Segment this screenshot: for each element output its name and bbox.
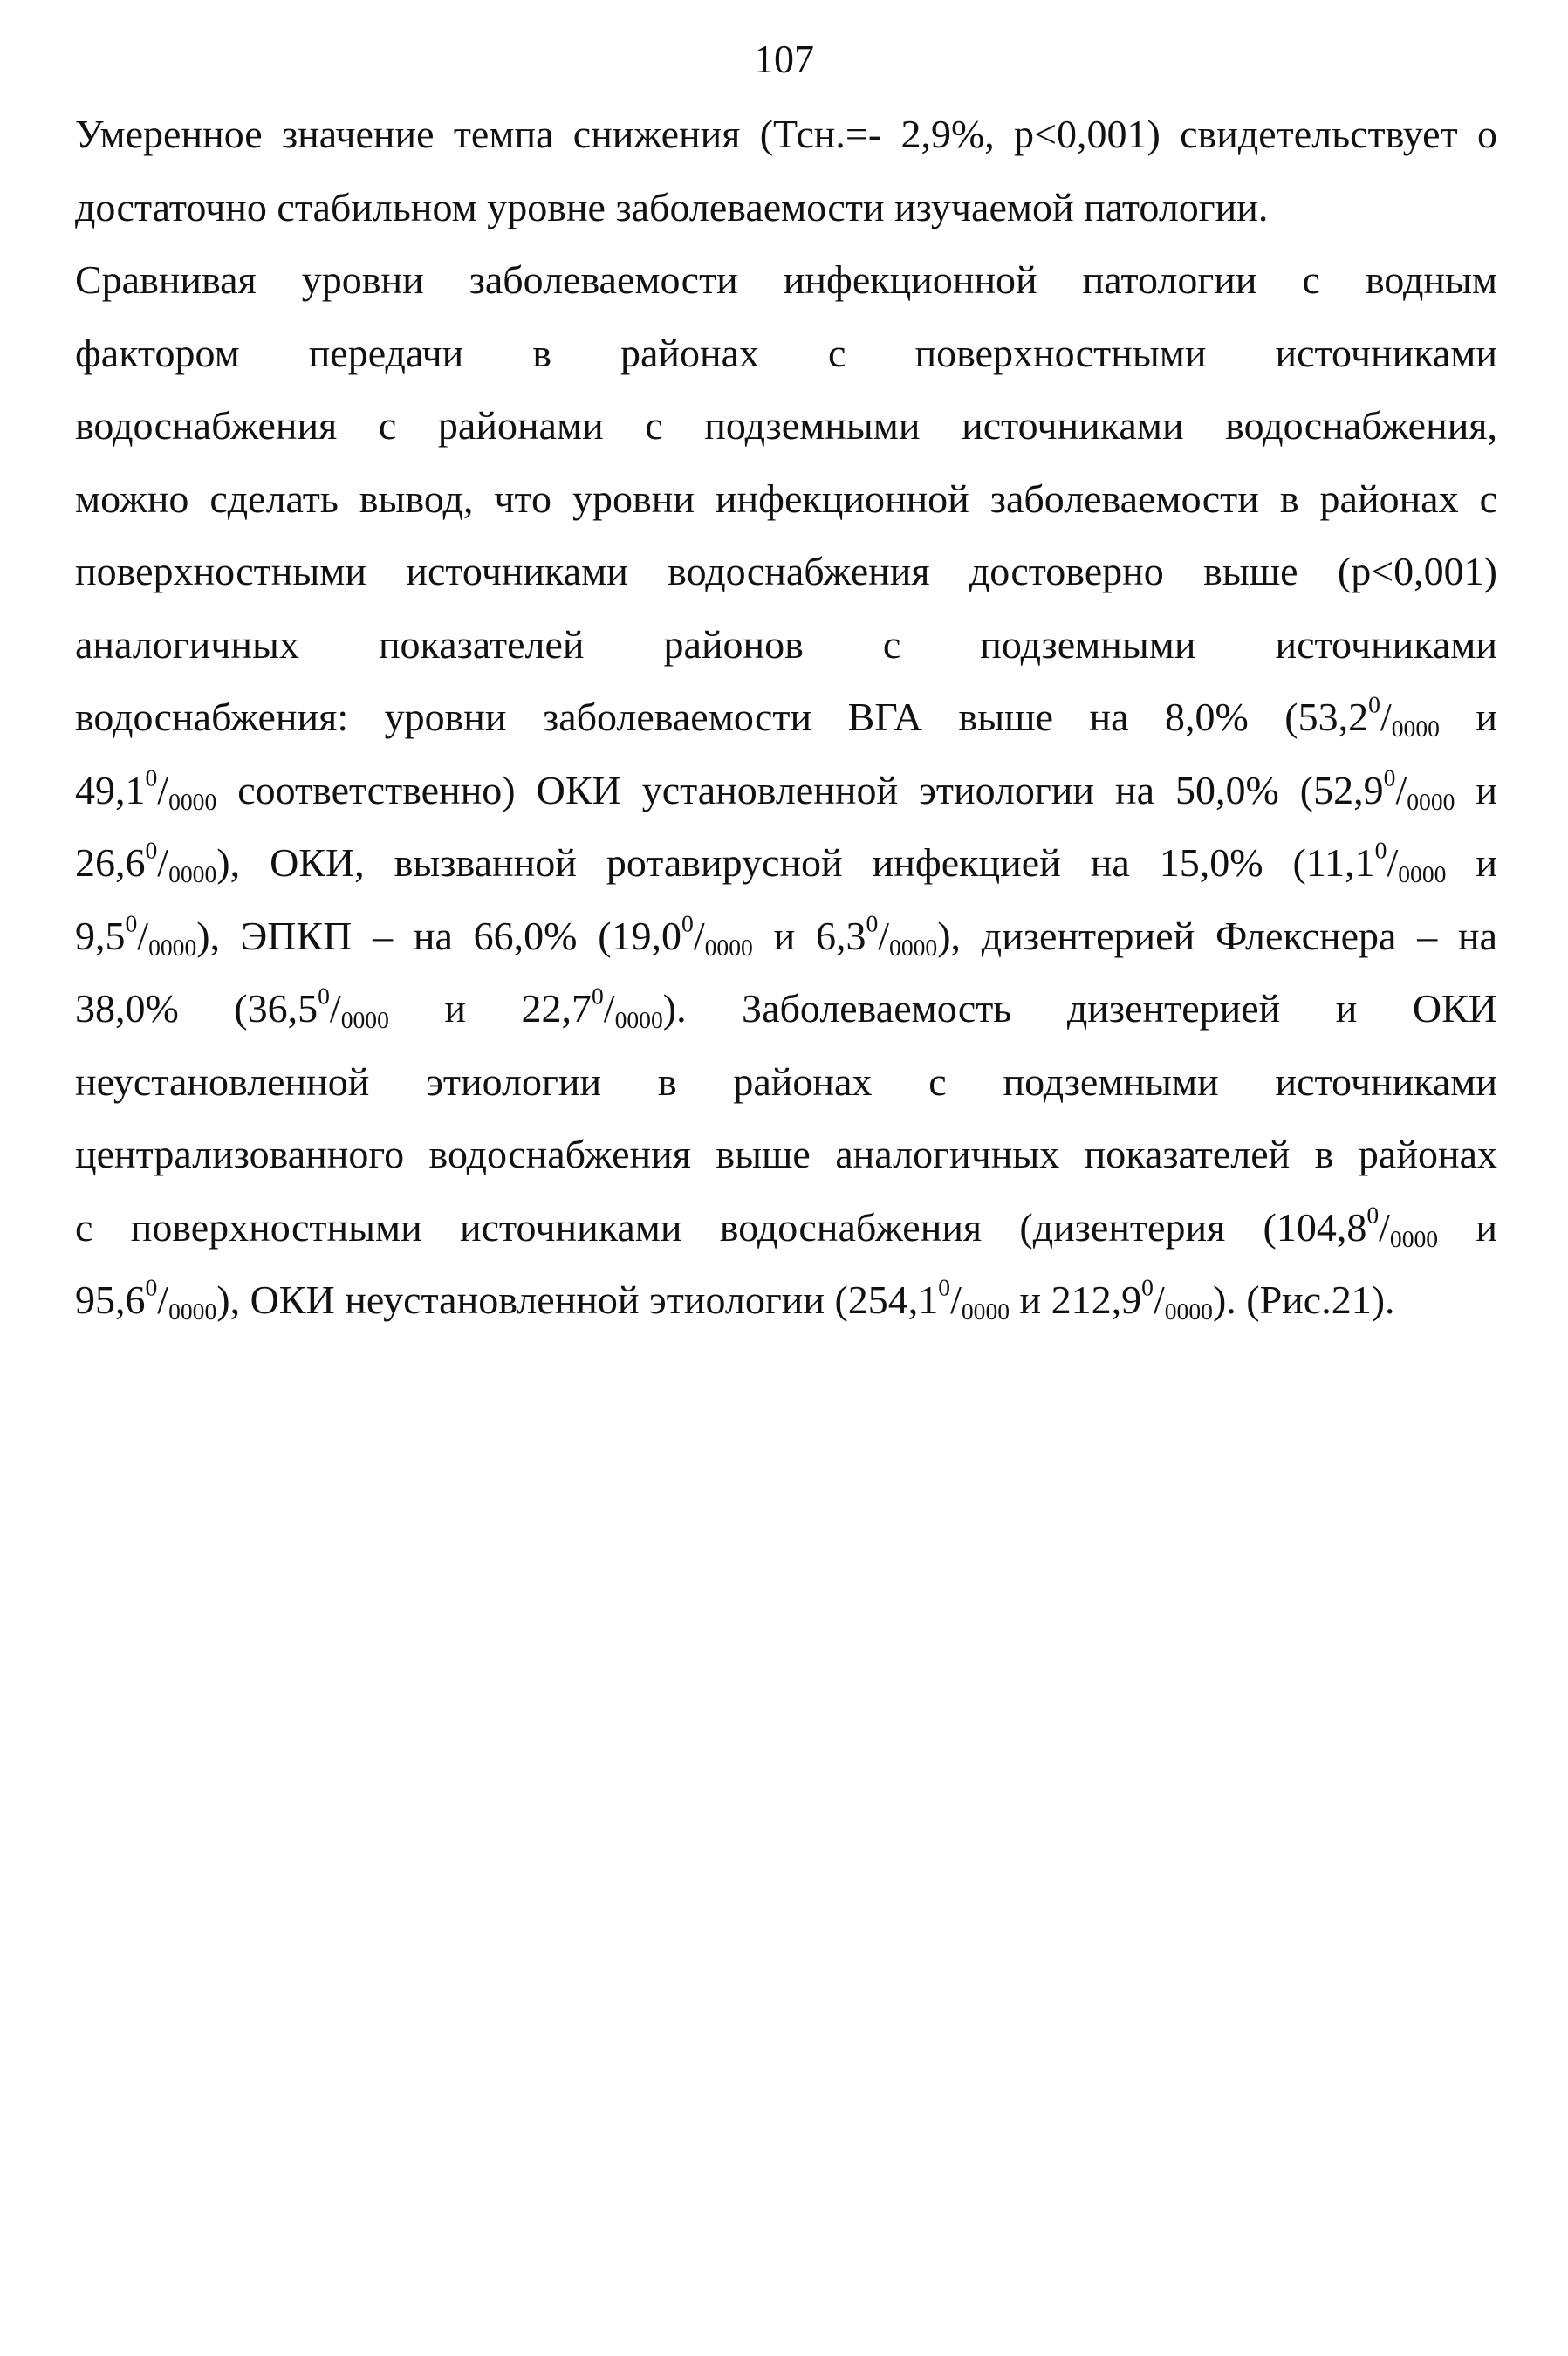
subscript: 0000 [340,1005,389,1033]
text-span: соответственно) ОКИ установленной этиологии на 50,0% (52,9 [216,767,1384,812]
text-span: неустановленной этиологии в районах с подземными источниками [75,1058,1497,1104]
superscript: 0 [1366,1200,1380,1228]
superscript: 0 [591,982,604,1010]
text-span: ), ЭПКП – на 66,0% (19,0 [196,913,682,958]
subscript: 0000 [961,1297,1010,1325]
text-span: и [1438,1204,1497,1250]
text-line [75,389,1497,462]
slash: / [157,1277,169,1322]
text-line [75,1118,1497,1191]
slash: / [950,1277,962,1322]
text-span: фактором передачи в районах с поверхностными источниками [75,330,1497,375]
superscript: 0 [1383,763,1396,791]
superscript: 0 [145,836,158,864]
slash: / [157,767,169,812]
slash: / [1387,840,1399,885]
text-line [75,1045,1497,1119]
superscript: 0 [318,982,330,1010]
subscript: 0000 [1398,860,1447,887]
subscript: 0000 [168,1297,217,1325]
text-line [75,681,1497,754]
text-span: Сравнивая уровни заболеваемости инфекционной патологии с водным [75,257,1497,302]
superscript: 0 [145,763,158,791]
superscript: 0 [866,908,879,936]
text-line [75,462,1497,536]
text-span: и [1455,767,1497,812]
subscript: 0000 [1389,1224,1439,1252]
subscript: 0000 [704,933,753,961]
text-span: 26,6 [75,840,146,885]
superscript: 0 [1141,1273,1154,1301]
slash: / [329,986,341,1031]
text-line [75,243,1497,317]
subscript: 0000 [614,1005,663,1033]
text-span: 49,1 [75,767,146,812]
text-line [75,1191,1497,1264]
text-line [75,535,1497,608]
text-span: ). Заболеваемость дизентерией и ОКИ [662,986,1497,1031]
slash: / [1380,695,1392,739]
text-line [75,608,1497,681]
slash: / [157,840,169,885]
subscript: 0000 [148,933,197,961]
text-line [75,972,1497,1045]
text-span: и [1439,695,1498,739]
text-span: 95,6 [75,1277,146,1322]
superscript: 0 [1368,690,1380,718]
superscript: 0 [938,1273,951,1301]
text-line [75,1264,1497,1337]
text-span: водоснабжения: уровни заболеваемости ВГА выше на 8,0% (53,2 [75,695,1369,739]
slash: / [603,986,615,1031]
text-span: и 22,7 [388,986,592,1031]
text-line [75,826,1497,900]
slash: / [1395,767,1407,812]
text-span: ). (Рис.21). [1212,1277,1395,1322]
slash: / [693,913,705,958]
subscript: 0000 [889,933,938,961]
text-span: достаточно стабильном уровне заболеваемости изучаемой патологии. [75,184,1269,229]
text-line [75,171,1497,244]
text-span: ), ОКИ неустановленной этиологии (254,1 [216,1277,939,1322]
slash: / [1153,1277,1165,1322]
slash: / [878,913,890,958]
text-span: и [1446,840,1498,885]
subscript: 0000 [1407,787,1455,815]
page-number: 107 [754,37,814,81]
text-span: с поверхностными источниками водоснабжения (дизентерия (104,8 [75,1204,1367,1250]
text-span: и 212,9 [1010,1277,1142,1322]
text-line [75,900,1497,973]
text-line [75,98,1497,171]
body-text [75,98,1497,1337]
subscript: 0000 [168,860,217,887]
superscript: 0 [681,908,694,936]
text-span: аналогичных показателей районов с подземными источниками [75,621,1497,667]
text-span: можно сделать вывод, что уровни инфекционной заболеваемости в районах с [75,476,1497,521]
text-span: Умеренное значение темпа снижения (Тсн.=- 2,9%, p<0,001) свидетельствует о [75,112,1497,156]
text-line [75,754,1497,827]
text-span: 9,5 [75,913,126,958]
superscript: 0 [145,1273,158,1301]
subscript: 0000 [1164,1297,1213,1325]
text-line [75,317,1497,390]
superscript: 0 [125,908,138,936]
text-span: водоснабжения с районами с подземными источниками водоснабжения, [75,403,1497,448]
slash: / [137,913,149,958]
superscript: 0 [1374,836,1387,864]
text-span: ), дизентерией Флекснера – на [937,913,1497,958]
subscript: 0000 [1391,714,1440,742]
text-span: ), ОКИ, вызванной ротавирусной инфекцией на 15,0% (11,1 [216,840,1375,885]
text-span: централизованного водоснабжения выше аналогичных показателей в районах [75,1132,1497,1176]
slash: / [1379,1204,1390,1250]
subscript: 0000 [168,787,217,815]
text-span: 38,0% (36,5 [75,986,318,1031]
text-span: поверхностными источниками водоснабжения достоверно выше (p<0,001) [75,549,1497,593]
text-span: и 6,3 [752,913,866,958]
